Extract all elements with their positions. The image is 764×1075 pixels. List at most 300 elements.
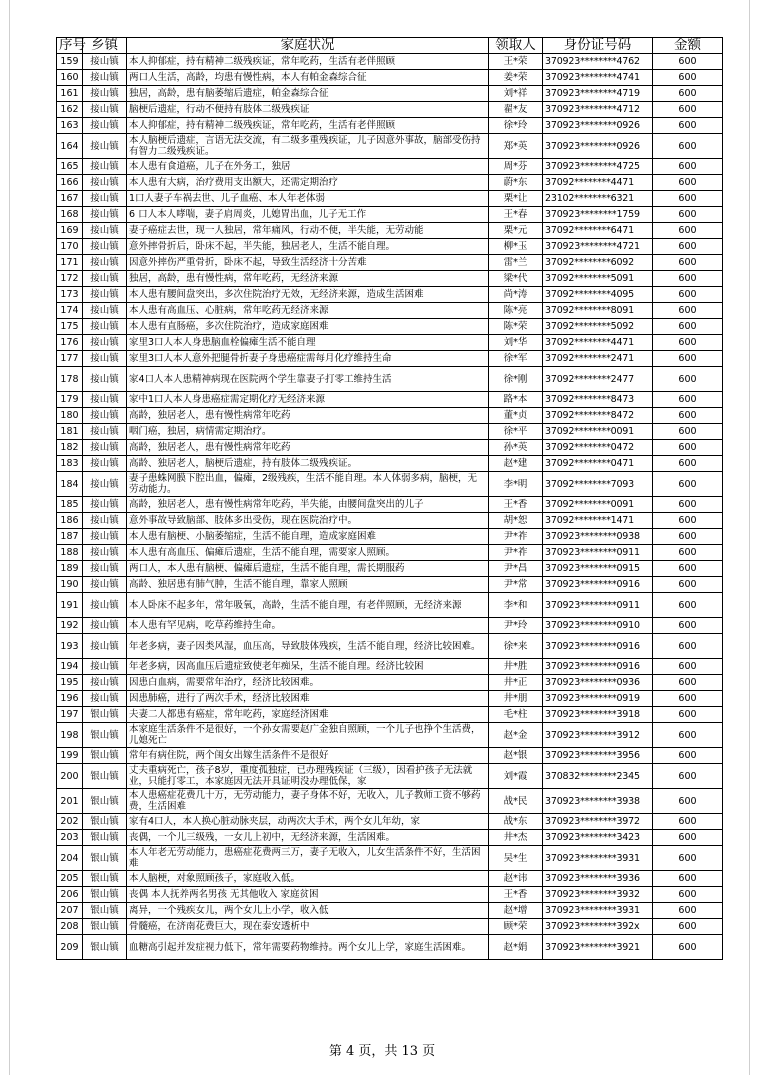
cell-desc: 本人患有食道癌，儿子在外务工，独居: [127, 159, 489, 175]
cell-id: 370923********3912: [543, 723, 653, 748]
table-row: [57, 513, 723, 529]
table-row: [57, 303, 723, 319]
cell-desc: 本人患有脑梗、小脑萎缩症，生活不能自理，造成家庭困难: [127, 529, 489, 545]
cell-town: 接山镇: [83, 54, 127, 70]
cell-desc: 本人患有直肠癌，多次住院治疗，造成家庭困难: [127, 319, 489, 335]
cell-seq: 173: [57, 287, 83, 303]
cell-seq: 202: [57, 814, 83, 830]
cell-name: 赵*增: [489, 903, 543, 919]
cell-id: 37092********4471: [543, 335, 653, 351]
cell-id: 370923********0916: [543, 659, 653, 675]
cell-amount: 600: [653, 723, 723, 748]
cell-desc: 年老多病，妻子因类风湿，血压高，导致肢体残疾，生活不能自理，经济比较困难。: [127, 634, 489, 659]
cell-town: 接山镇: [83, 351, 127, 367]
cell-id: 370923********0936: [543, 675, 653, 691]
cell-desc: 6 口人本人哮喘，妻子肩周炎，儿媳胃出血，儿子无工作: [127, 207, 489, 223]
cell-amount: 600: [653, 351, 723, 367]
cell-id: 370923********0919: [543, 691, 653, 707]
cell-name: 周*芬: [489, 159, 543, 175]
cell-id: 370923********0910: [543, 618, 653, 634]
cell-seq: 169: [57, 223, 83, 239]
cell-name: 尹*祚: [489, 545, 543, 561]
cell-name: 井*朋: [489, 691, 543, 707]
cell-name: 董*贞: [489, 408, 543, 424]
cell-seq: 190: [57, 577, 83, 593]
cell-town: 银山镇: [83, 789, 127, 814]
cell-town: 接山镇: [83, 497, 127, 513]
table-row: [57, 707, 723, 723]
cell-desc: 骨髓癌，在济南花费巨大，现在泰安透析中: [127, 919, 489, 935]
cell-id: 37092********0472: [543, 440, 653, 456]
cell-amount: 600: [653, 919, 723, 935]
cell-amount: 600: [653, 319, 723, 335]
cell-desc: 妻子患蛛网膜下腔出血，偏瘫，2级残疾，生活不能自理。本人体弱多病，脑梗，无劳动能力。: [127, 472, 489, 497]
cell-name: 刘*华: [489, 335, 543, 351]
cell-seq: 192: [57, 618, 83, 634]
cell-desc: 本人抑郁症，持有精神二级残疾证，常年吃药，生活有老伴照顾: [127, 118, 489, 134]
cell-seq: 165: [57, 159, 83, 175]
cell-name: 陈*荣: [489, 319, 543, 335]
cell-name: 尹*祚: [489, 529, 543, 545]
cell-desc: 本家庭生活条件不是很好，一个孙女需要赵广金独自照顾，一个儿子也挣个生活费，儿媳死亡: [127, 723, 489, 748]
cell-desc: 家4口人本人患精神病现在医院两个学生靠妻子打零工维持生活: [127, 367, 489, 392]
cell-desc: 丧偶，一个儿三级残，一女儿上初中，无经济来源，生活困难。: [127, 830, 489, 846]
cell-seq: 182: [57, 440, 83, 456]
cell-amount: 600: [653, 335, 723, 351]
cell-town: 接山镇: [83, 287, 127, 303]
aid-roster-table: [56, 37, 723, 960]
cell-id: 370923********0916: [543, 634, 653, 659]
cell-town: 接山镇: [83, 675, 127, 691]
table-row: [57, 367, 723, 392]
table-row: [57, 871, 723, 887]
cell-name: 翟*友: [489, 102, 543, 118]
cell-seq: 195: [57, 675, 83, 691]
cell-name: 刘*祥: [489, 86, 543, 102]
cell-town: 接山镇: [83, 456, 127, 472]
cell-town: 接山镇: [83, 255, 127, 271]
table-row: [57, 830, 723, 846]
cell-amount: 600: [653, 102, 723, 118]
cell-amount: 600: [653, 303, 723, 319]
cell-id: 37092********4095: [543, 287, 653, 303]
cell-id: 370923********3921: [543, 935, 653, 960]
cell-seq: 174: [57, 303, 83, 319]
cell-seq: 164: [57, 134, 83, 159]
table-row: [57, 440, 723, 456]
cell-seq: 188: [57, 545, 83, 561]
cell-amount: 600: [653, 255, 723, 271]
cell-desc: 家里3口人本人身患脑血栓偏瘫生活不能自理: [127, 335, 489, 351]
table-row: [57, 723, 723, 748]
table-row: [57, 191, 723, 207]
cell-desc: 因患肺癌，进行了两次手术，经济比较困难: [127, 691, 489, 707]
cell-id: 370923********4719: [543, 86, 653, 102]
header-town: 乡镇: [83, 38, 127, 54]
cell-seq: 160: [57, 70, 83, 86]
cell-name: 王*春: [489, 207, 543, 223]
cell-desc: 脑梗后遗症，行动不便持有肢体二级残疾证: [127, 102, 489, 118]
cell-name: 井*胜: [489, 659, 543, 675]
cell-amount: 600: [653, 70, 723, 86]
cell-town: 接山镇: [83, 175, 127, 191]
cell-id: 370923********3423: [543, 830, 653, 846]
cell-amount: 600: [653, 497, 723, 513]
cell-town: 接山镇: [83, 159, 127, 175]
cell-name: 徐*来: [489, 634, 543, 659]
header-amount: 金额: [653, 38, 723, 54]
cell-desc: 妻子癌症去世，现一人独居，常年痛风，行动不便，半失能，无劳动能: [127, 223, 489, 239]
cell-seq: 183: [57, 456, 83, 472]
cell-name: 栗*元: [489, 223, 543, 239]
cell-desc: 丧偶 本人抚养两名男孩 无其他收入 家庭贫困: [127, 887, 489, 903]
cell-amount: 600: [653, 691, 723, 707]
table-row: [57, 271, 723, 287]
cell-seq: 167: [57, 191, 83, 207]
cell-town: 接山镇: [83, 239, 127, 255]
cell-town: 接山镇: [83, 472, 127, 497]
cell-name: 赵*金: [489, 723, 543, 748]
header-desc: 家庭状况: [127, 38, 489, 54]
cell-town: 银山镇: [83, 830, 127, 846]
cell-desc: 独居，高龄，患有慢性病，常年吃药，无经济来源: [127, 271, 489, 287]
cell-name: 井*杰: [489, 830, 543, 846]
cell-name: 栗*让: [489, 191, 543, 207]
table-row: [57, 919, 723, 935]
cell-desc: 离异，一个残疾女儿，两个女儿上小学，收入低: [127, 903, 489, 919]
cell-desc: 高龄、独居患有肺气肿，生活不能自理，靠家人照顾: [127, 577, 489, 593]
cell-name: 井*正: [489, 675, 543, 691]
cell-amount: 600: [653, 392, 723, 408]
table-row: [57, 577, 723, 593]
cell-amount: 600: [653, 659, 723, 675]
table-row: [57, 86, 723, 102]
table-row: [57, 118, 723, 134]
cell-name: 尹*常: [489, 577, 543, 593]
cell-name: 尹*昌: [489, 561, 543, 577]
cell-desc: 高龄，独居老人，患有慢性病常年吃药: [127, 440, 489, 456]
cell-seq: 172: [57, 271, 83, 287]
cell-amount: 600: [653, 287, 723, 303]
cell-amount: 600: [653, 207, 723, 223]
cell-amount: 600: [653, 814, 723, 830]
cell-amount: 600: [653, 472, 723, 497]
table-row: [57, 691, 723, 707]
cell-town: 接山镇: [83, 634, 127, 659]
cell-amount: 600: [653, 748, 723, 764]
cell-desc: 意外事故导致脑部、肢体多出受伤，现在医院治疗中。: [127, 513, 489, 529]
cell-name: 姜*荣: [489, 70, 543, 86]
cell-desc: 本人脑梗，对象照顾孩子，家庭收入低。: [127, 871, 489, 887]
cell-amount: 600: [653, 223, 723, 239]
cell-desc: 年老多病，因高血压后遗症致使老年痴呆，生活不能自理。经济比较困: [127, 659, 489, 675]
cell-amount: 600: [653, 707, 723, 723]
table-row: [57, 497, 723, 513]
cell-seq: 168: [57, 207, 83, 223]
cell-desc: 家里3口人本人意外把腿骨折妻子身患癌症需每月化疗维持生命: [127, 351, 489, 367]
table-row: [57, 70, 723, 86]
cell-town: 接山镇: [83, 659, 127, 675]
cell-id: 37092********0091: [543, 497, 653, 513]
cell-desc: 本人脑梗后遗症，言语无法交流，有二级多重残疾证，儿子因意外事故，脑部受伤持有智力二级残疾证。: [127, 134, 489, 159]
cell-desc: 咽门癌，独居，病情需定期治疗。: [127, 424, 489, 440]
cell-name: 徐*军: [489, 351, 543, 367]
cell-town: 接山镇: [83, 513, 127, 529]
cell-desc: 血糖高引起并发症视力低下，常年需要药物维持。两个女儿上学，家庭生活困难。: [127, 935, 489, 960]
table-row: [57, 408, 723, 424]
table-row: [57, 846, 723, 871]
page-footer: 第 4 页，共 13 页: [328, 1044, 436, 1059]
cell-seq: 163: [57, 118, 83, 134]
table-row: [57, 764, 723, 789]
cell-seq: 179: [57, 392, 83, 408]
table-row: [57, 887, 723, 903]
cell-town: 银山镇: [83, 764, 127, 789]
cell-desc: 丈夫重病死亡，孩子8岁，重度孤独症，已办理残疾证（三级），因看护孩子无法就业，只能打零工，本家庭因无法开具证明没办理低保，家: [127, 764, 489, 789]
table-row: [57, 472, 723, 497]
cell-id: 370923********0938: [543, 529, 653, 545]
cell-town: 接山镇: [83, 618, 127, 634]
cell-seq: 184: [57, 472, 83, 497]
cell-amount: 600: [653, 440, 723, 456]
cell-town: 银山镇: [83, 887, 127, 903]
cell-desc: 两口人，本人患有脑梗、偏瘫后遗症，生活不能自理，需长期服药: [127, 561, 489, 577]
cell-seq: 176: [57, 335, 83, 351]
cell-amount: 600: [653, 134, 723, 159]
cell-amount: 600: [653, 367, 723, 392]
cell-name: 李*和: [489, 593, 543, 618]
cell-amount: 600: [653, 529, 723, 545]
cell-amount: 600: [653, 191, 723, 207]
cell-seq: 199: [57, 748, 83, 764]
cell-id: 37092********0471: [543, 456, 653, 472]
cell-town: 接山镇: [83, 577, 127, 593]
cell-id: 37092********6092: [543, 255, 653, 271]
cell-town: 接山镇: [83, 545, 127, 561]
header-name: 领取人: [489, 38, 543, 54]
cell-amount: 600: [653, 159, 723, 175]
table-row: [57, 175, 723, 191]
cell-desc: 夫妻二人都患有癌症，常年吃药，家庭经济困难: [127, 707, 489, 723]
cell-seq: 170: [57, 239, 83, 255]
cell-name: 赵*银: [489, 748, 543, 764]
cell-id: 37092********7093: [543, 472, 653, 497]
cell-amount: 600: [653, 545, 723, 561]
cell-id: 370923********3931: [543, 846, 653, 871]
cell-town: 接山镇: [83, 529, 127, 545]
cell-town: 银山镇: [83, 748, 127, 764]
cell-amount: 600: [653, 54, 723, 70]
cell-seq: 206: [57, 887, 83, 903]
cell-amount: 600: [653, 513, 723, 529]
table-row: [57, 456, 723, 472]
cell-seq: 204: [57, 846, 83, 871]
cell-id: 370923********3918: [543, 707, 653, 723]
cell-town: 接山镇: [83, 223, 127, 239]
cell-town: 接山镇: [83, 303, 127, 319]
cell-name: 吴*生: [489, 846, 543, 871]
cell-seq: 196: [57, 691, 83, 707]
table-header-row: [57, 38, 723, 54]
table-row: [57, 935, 723, 960]
cell-desc: 高龄，独居老人，患有慢性病常年吃药，半失能，由腰间盘突出的儿子: [127, 497, 489, 513]
cell-desc: 家中1口人本人身患癌症需定期化疗无经济来源: [127, 392, 489, 408]
table-row: [57, 335, 723, 351]
cell-seq: 185: [57, 497, 83, 513]
table-row: [57, 134, 723, 159]
table-row: [57, 255, 723, 271]
cell-id: 37092********2471: [543, 351, 653, 367]
cell-name: 王*香: [489, 887, 543, 903]
cell-amount: 600: [653, 456, 723, 472]
table-row: [57, 102, 723, 118]
table-row: [57, 814, 723, 830]
cell-desc: 本人抑郁症，持有精神二级残疾证，常年吃药，生活有老伴照顾: [127, 54, 489, 70]
cell-desc: 意外摔骨折后，卧床不起，半失能，独居老人，生活不能自理。: [127, 239, 489, 255]
cell-town: 银山镇: [83, 919, 127, 935]
cell-desc: 本人患有高血压、心脏病，常年吃药无经济来源: [127, 303, 489, 319]
cell-id: 23102********6321: [543, 191, 653, 207]
cell-seq: 181: [57, 424, 83, 440]
cell-town: 银山镇: [83, 814, 127, 830]
cell-id: 37092********8473: [543, 392, 653, 408]
table-row: [57, 789, 723, 814]
cell-name: 毛*柱: [489, 707, 543, 723]
header-id: 身份证号码: [543, 38, 653, 54]
cell-amount: 600: [653, 634, 723, 659]
cell-seq: 171: [57, 255, 83, 271]
table-row: [57, 392, 723, 408]
cell-desc: 家有4口人，本人换心脏动脉夹层，动两次大手术，两个女儿年幼，家: [127, 814, 489, 830]
cell-town: 接山镇: [83, 440, 127, 456]
cell-amount: 600: [653, 175, 723, 191]
cell-name: 尹*玲: [489, 618, 543, 634]
cell-amount: 600: [653, 239, 723, 255]
cell-town: 接山镇: [83, 424, 127, 440]
cell-seq: 201: [57, 789, 83, 814]
cell-town: 接山镇: [83, 392, 127, 408]
cell-amount: 600: [653, 424, 723, 440]
table-row: [57, 424, 723, 440]
cell-desc: 独居，高龄，患有脑萎缩后遗症，帕金森综合征: [127, 86, 489, 102]
cell-town: 接山镇: [83, 561, 127, 577]
cell-town: 接山镇: [83, 335, 127, 351]
cell-desc: 因意外摔伤严重骨折，卧床不起，导致生活经济十分苦难: [127, 255, 489, 271]
cell-seq: 200: [57, 764, 83, 789]
cell-id: 37092********5092: [543, 319, 653, 335]
table-row: [57, 634, 723, 659]
cell-id: 370923********4721: [543, 239, 653, 255]
cell-name: 战*民: [489, 789, 543, 814]
cell-seq: 203: [57, 830, 83, 846]
cell-name: 胡*恕: [489, 513, 543, 529]
cell-town: 接山镇: [83, 86, 127, 102]
cell-name: 李*明: [489, 472, 543, 497]
cell-desc: 本人患癌症花费几十万，无劳动能力，妻子身体不好，无收入，儿子教师工资不够药费，生活困难: [127, 789, 489, 814]
cell-town: 接山镇: [83, 271, 127, 287]
cell-id: 370923********392x: [543, 919, 653, 935]
table-row: [57, 545, 723, 561]
header-seq: 序号: [57, 38, 83, 54]
table-row: [57, 239, 723, 255]
table-row: [57, 351, 723, 367]
cell-id: 37092********4471: [543, 175, 653, 191]
cell-town: 接山镇: [83, 70, 127, 86]
table-row: [57, 529, 723, 545]
cell-seq: 198: [57, 723, 83, 748]
cell-town: 接山镇: [83, 367, 127, 392]
cell-town: 银山镇: [83, 723, 127, 748]
cell-amount: 600: [653, 271, 723, 287]
cell-amount: 600: [653, 871, 723, 887]
cell-seq: 209: [57, 935, 83, 960]
cell-seq: 191: [57, 593, 83, 618]
cell-town: 接山镇: [83, 207, 127, 223]
cell-name: 孙*英: [489, 440, 543, 456]
table-row: [57, 319, 723, 335]
cell-name: 雷*兰: [489, 255, 543, 271]
cell-town: 接山镇: [83, 408, 127, 424]
cell-desc: 本人患有高血压、偏瘫后遗症，生活不能自理，需要家人照顾。: [127, 545, 489, 561]
table-row: [57, 207, 723, 223]
cell-name: 郑*英: [489, 134, 543, 159]
table-row: [57, 593, 723, 618]
cell-id: 370832********2345: [543, 764, 653, 789]
cell-amount: 600: [653, 593, 723, 618]
table-row: [57, 223, 723, 239]
cell-name: 徐*平: [489, 424, 543, 440]
table-row: [57, 748, 723, 764]
cell-id: 370923********1759: [543, 207, 653, 223]
cell-town: 接山镇: [83, 191, 127, 207]
cell-name: 赵*娟: [489, 935, 543, 960]
cell-id: 370923********0926: [543, 134, 653, 159]
cell-town: 接山镇: [83, 593, 127, 618]
cell-seq: 161: [57, 86, 83, 102]
cell-town: 银山镇: [83, 846, 127, 871]
cell-name: 王*香: [489, 497, 543, 513]
page-border-line: [749, 0, 750, 1075]
cell-name: 尚*涛: [489, 287, 543, 303]
table-row: [57, 287, 723, 303]
cell-seq: 208: [57, 919, 83, 935]
table-row: [57, 54, 723, 70]
cell-name: 柳*玉: [489, 239, 543, 255]
cell-desc: 两口人生活，高龄，均患有慢性病，本人有帕金森综合征: [127, 70, 489, 86]
table-row: [57, 675, 723, 691]
cell-desc: 本人患有大病，治疗费用支出额大，还需定期治疗: [127, 175, 489, 191]
cell-id: 37092********2477: [543, 367, 653, 392]
cell-town: 银山镇: [83, 707, 127, 723]
cell-seq: 197: [57, 707, 83, 723]
cell-id: 370923********4712: [543, 102, 653, 118]
cell-seq: 166: [57, 175, 83, 191]
cell-seq: 186: [57, 513, 83, 529]
cell-desc: 本人年老无劳动能力，患癌症花费两三万，妻子无收入，儿女生活条件不好，生活困难: [127, 846, 489, 871]
cell-town: 接山镇: [83, 319, 127, 335]
cell-name: 梁*代: [489, 271, 543, 287]
cell-id: 370923********0911: [543, 545, 653, 561]
cell-id: 370923********3938: [543, 789, 653, 814]
cell-seq: 175: [57, 319, 83, 335]
cell-name: 陈*亮: [489, 303, 543, 319]
cell-town: 接山镇: [83, 134, 127, 159]
table-row: [57, 903, 723, 919]
cell-name: 徐*玲: [489, 118, 543, 134]
cell-id: 370923********4725: [543, 159, 653, 175]
cell-id: 370923********3931: [543, 903, 653, 919]
cell-amount: 600: [653, 618, 723, 634]
